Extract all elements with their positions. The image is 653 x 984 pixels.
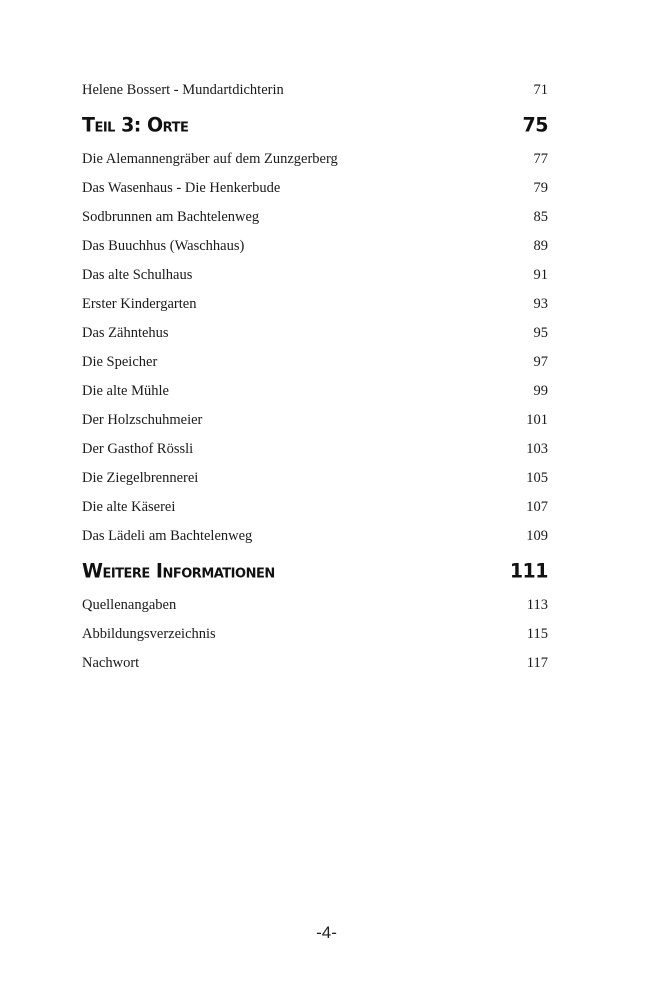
toc-entry-title: Quellenangaben [82,597,177,613]
toc-entry [82,591,548,620]
section-heading-weitere-informationen [82,550,548,592]
toc-entry-page: 79 [533,180,548,196]
toc-entry-page: 101 [526,412,548,428]
toc-entry-page: 85 [533,209,548,225]
toc-entry-title: Abbildungsverzeichnis [82,626,216,642]
toc-entry-page: 93 [533,296,548,312]
toc-entry-page: 107 [526,499,548,515]
toc-entry-page: 77 [533,151,548,167]
toc-entry [82,464,548,493]
toc-entry-title: Die Ziegelbrennerei [82,470,199,486]
toc-entry-page: 115 [526,626,548,642]
section-title: Weitere Informationen [82,559,275,583]
toc-entry-page: 113 [526,597,548,613]
toc-entry-title: Nachwort [82,655,140,671]
toc-entry-page: 89 [533,238,548,254]
section-page: 111 [509,559,548,583]
toc-entry-title: Das Wasenhaus - Die Henkerbude [82,180,281,196]
toc-entry [82,377,548,406]
toc-entry [82,145,548,174]
toc-entry [82,348,548,377]
toc-entry-title: Helene Bossert - Mundartdichterin [82,82,284,98]
toc-entry [82,174,548,203]
section-page: 75 [522,113,548,137]
toc-entry-title: Die Alemannengräber auf dem Zunzgerberg [82,151,338,167]
toc-entry-page: 95 [533,325,548,341]
toc-entry [82,76,548,105]
toc-entry-title: Erster Kindergarten [82,296,197,312]
toc-entry-title: Die alte Käserei [82,499,176,515]
toc-entry-title: Das Zähntehus [82,325,169,341]
toc-entry-title: Das alte Schulhaus [82,267,193,283]
toc-entry-title: Der Gasthof Rössli [82,441,194,457]
toc-entry [82,406,548,435]
toc-entry-page: 71 [533,82,548,98]
toc-entry [82,319,548,348]
toc-entry-title: Sodbrunnen am Bachtelenweg [82,209,260,225]
toc-entry-title: Die Speicher [82,354,158,370]
table-of-contents [82,76,548,678]
toc-entry [82,649,548,678]
toc-entry [82,435,548,464]
toc-entry-page: 103 [526,441,548,457]
toc-entry-page: 97 [533,354,548,370]
toc-entry [82,493,548,522]
toc-entry [82,522,548,551]
toc-entry-page: 91 [533,267,548,283]
toc-entry-page: 105 [526,470,548,486]
toc-entry-title: Der Holzschuhmeier [82,412,203,428]
toc-entry-page: 99 [533,383,548,399]
section-title: Teil 3: Orte [82,113,189,137]
toc-entry [82,261,548,290]
toc-entry [82,290,548,319]
toc-entry [82,232,548,261]
toc-entry [82,620,548,649]
toc-entry [82,203,548,232]
page-number: -4- [316,923,337,942]
toc-entry-title: Die alte Mühle [82,383,169,399]
section-heading-orte [82,104,548,146]
toc-entry-title: Das Lädeli am Bachtelenweg [82,528,253,544]
toc-entry-page: 109 [526,528,548,544]
toc-entry-title: Das Buuchhus (Waschhaus) [82,238,245,254]
toc-entry-page: 117 [526,655,548,671]
